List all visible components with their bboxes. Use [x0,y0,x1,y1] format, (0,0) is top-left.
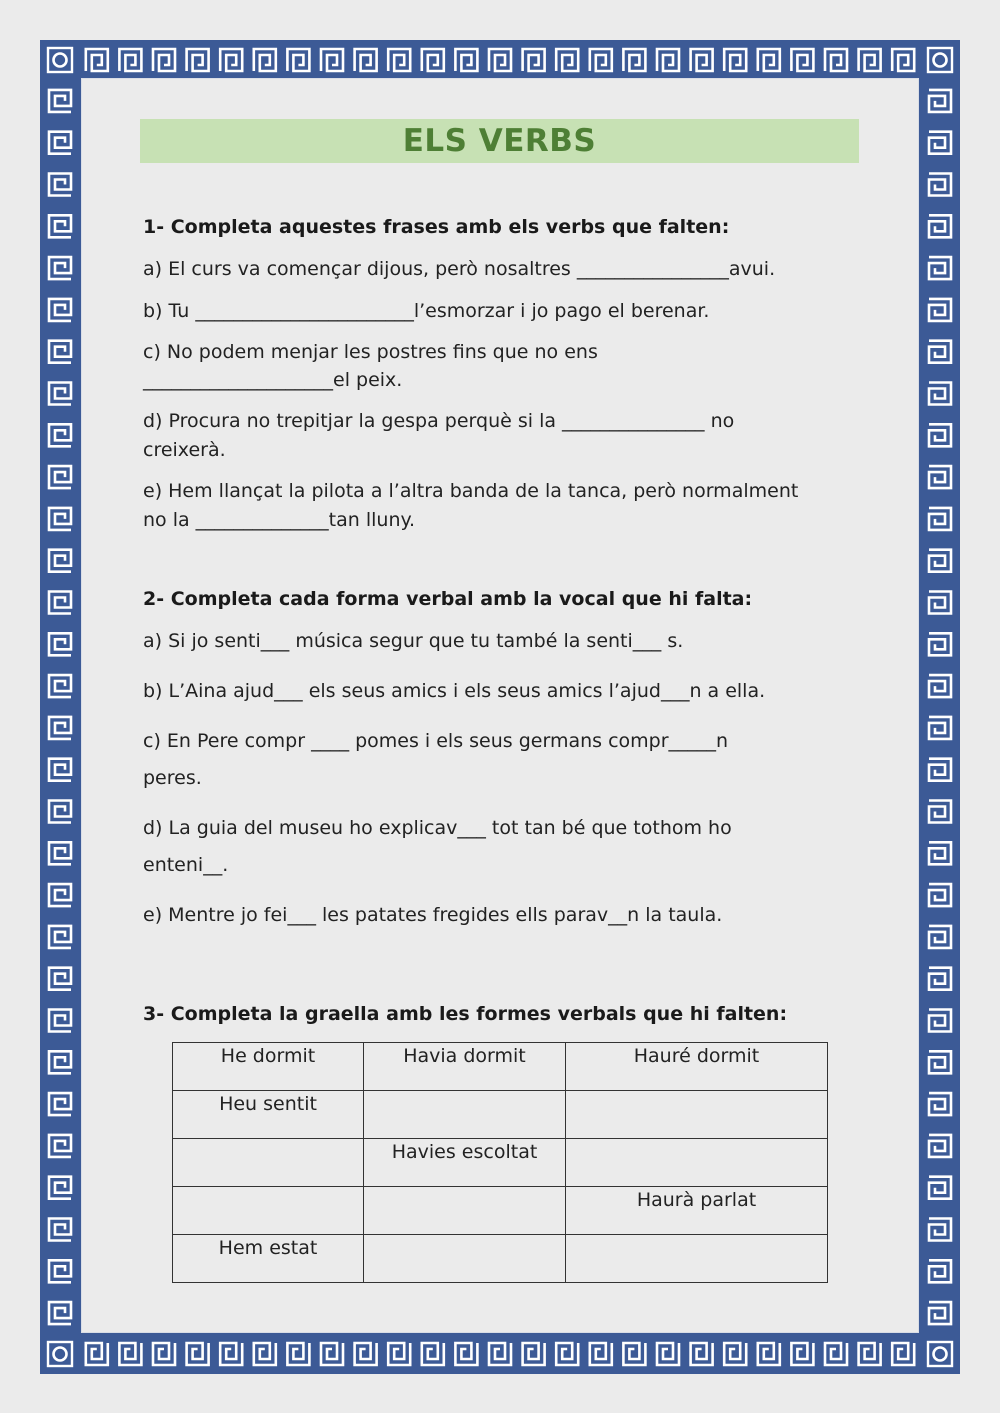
table-cell: Hauré dormit [566,1043,828,1091]
section-1-line: a) El curs va començar dijous, però nosaltres ________________avui. [143,258,776,280]
table-row [173,1187,828,1235]
table-row [173,1139,828,1187]
table-cell-blank[interactable] [173,1139,364,1187]
table-row [173,1091,828,1139]
table-cell-blank[interactable] [566,1235,828,1283]
section-2-line: d) La guia del museu ho explicav___ tot tan bé que tothom ho [143,817,732,839]
table-row [173,1235,828,1283]
section-3-heading: 3- Completa la graella amb les formes verbals que hi falten: [143,1003,788,1025]
section-2-line: peres. [143,767,202,789]
section-2-line: b) L’Aina ajud___ els seus amics i els seus amics l’ajud___n a ella. [143,680,766,702]
table-row [173,1043,828,1091]
table-cell-blank[interactable] [364,1235,566,1283]
section-1-line: d) Procura no trepitjar la gespa perquè si la _______________ no [143,410,735,432]
section-1-line: c) No podem menjar les postres fins que no ens [143,341,598,363]
section-2-line: e) Mentre jo fei___ les patates fregides ells parav__n la taula. [143,904,723,926]
table-cell-blank[interactable] [364,1187,566,1235]
table-cell-blank[interactable] [364,1091,566,1139]
section-1-line: no la ______________tan lluny. [143,509,416,531]
table-cell: Havies escoltat [364,1139,566,1187]
table-cell-blank[interactable] [566,1139,828,1187]
section-1-line: ____________________el peix. [143,369,403,391]
verb-grid [172,1042,828,1283]
section-1-line: creixerà. [143,439,226,461]
section-2-line: enteni__. [143,854,229,876]
section-2-heading: 2- Completa cada forma verbal amb la vocal que hi falta: [143,588,753,610]
table-cell: He dormit [173,1043,364,1091]
table-cell: Haurà parlat [566,1187,828,1235]
table-cell-blank[interactable] [173,1187,364,1235]
page-title: ELS VERBS [140,119,859,163]
section-1-heading: 1- Completa aquestes frases amb els verbs que falten: [143,216,730,238]
section-1-line: e) Hem llançat la pilota a l’altra banda de la tanca, però normalment [143,480,799,502]
table-cell: Heu sentit [173,1091,364,1139]
table-cell: Hem estat [173,1235,364,1283]
section-2-line: c) En Pere compr ____ pomes i els seus germans compr_____n [143,730,729,752]
section-1-line: b) Tu _______________________l’esmorzar i jo pago el berenar. [143,300,710,322]
table-cell: Havia dormit [364,1043,566,1091]
table-cell-blank[interactable] [566,1091,828,1139]
section-2-line: a) Si jo senti___ música segur que tu també la senti___ s. [143,630,684,652]
